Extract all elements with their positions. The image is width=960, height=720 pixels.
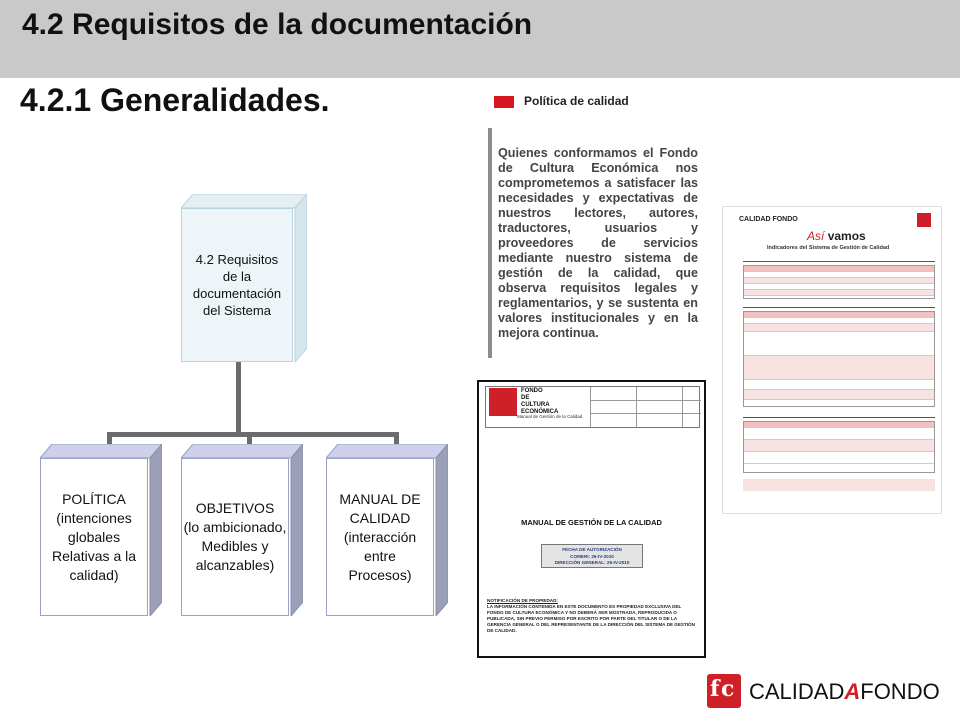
indicators-logo-text: CALIDAD FONDO — [739, 216, 798, 223]
manual-line-2: CALIDAD — [349, 509, 411, 526]
heading-asi: Así — [807, 229, 825, 243]
indicators-footer-band — [743, 479, 935, 491]
objetivos-label — [181, 458, 289, 616]
indicators-table-3 — [743, 421, 935, 473]
policy-title: Política de calidad — [524, 94, 629, 108]
manual-header-table — [485, 386, 700, 428]
manual-line-5: Procesos) — [348, 566, 412, 583]
manual-title: MANUAL DE GESTIÓN DE LA CALIDAD — [521, 518, 662, 527]
root-line-1: 4.2 Requisitos — [195, 252, 279, 267]
child-node-objetivos — [181, 444, 303, 616]
child-node-manual — [326, 444, 448, 616]
manual-document — [477, 380, 706, 658]
fce-brand-icon: f c — [707, 674, 741, 708]
notice-title: NOTIFICACIÓN DE PROPIEDAD: — [487, 598, 558, 603]
indicators-table-2 — [743, 311, 935, 407]
auth-line-1: FECHA DE AUTORIZACIÓN — [562, 547, 622, 552]
connector-root-stem — [236, 362, 241, 436]
brand-part-2: A — [844, 679, 861, 704]
policy-body: Quienes conformamos el Fondo de Cultura Económica nos comprometemos a satisfacer las necesidades y expectativas de nuestros lectores, autores, traductores, usuarios y proveedores de servicios mediante nuestro sistema de gestión de la calidad, que observa requisitos legales y reglamentarios, y se sustenta en valores institucionales y en la mejora continua. — [498, 146, 698, 340]
politica-line-4: Relativas a la — [51, 547, 137, 564]
notice-body: LA INFORMACIÓN CONTENIDA EN ESTE DOCUMENTO ES PROPIEDAD EXCLUSIVA DEL FONDO DE CULTURA ECONÓMICA Y NO DEBERÁ SER MOSTRADA, REPRODUCIDA O PUBLICADA, SIN PREVIO PERMISO POR ESCRITO POR PARTE DEL TITULAR O DE LA GERENCIA GENERAL O DEL REPRESENTANTE DE LA DIRECCIÓN DEL SISTEMA DE GESTIÓN DE CALIDAD. — [487, 604, 695, 633]
politica-line-1: POLÍTICA — [62, 490, 126, 507]
politica-line-5: calidad) — [69, 566, 119, 583]
root-line-2: de la — [222, 269, 252, 284]
manual-notice — [487, 598, 699, 634]
manual-line-1: MANUAL DE — [339, 490, 421, 507]
manual-logo-text: FONDO DE CULTURA ECONÓMICA — [521, 388, 559, 415]
fce-logo-icon — [489, 388, 517, 416]
indicators-heading — [807, 229, 866, 243]
brand-part-3: FONDO — [860, 679, 940, 704]
indicators-fce-icon — [917, 213, 931, 227]
objetivos-line-2: (lo ambicionado, — [183, 519, 287, 535]
auth-line-3: DIRECCIÓN GENERAL: 26-IV-2010 — [554, 560, 630, 565]
politica-line-3: globales — [67, 528, 121, 545]
indicators-subtitle: Indicadores del Sistema de Gestión de Calidad — [767, 245, 890, 251]
page-title: 4.2 Requisitos de la documentación — [22, 8, 533, 41]
indicators-table-1 — [743, 265, 935, 299]
manual-label — [326, 458, 434, 616]
root-line-4: del Sistema — [203, 303, 271, 318]
connector-horizontal — [107, 432, 399, 437]
politica-label — [40, 458, 148, 616]
manual-authorization-box — [541, 544, 643, 568]
auth-line-2: COMERI: 26-IV-2010 — [570, 553, 614, 559]
manual-line-3: (interacción — [343, 528, 417, 545]
objetivos-line-3: Medibles y — [201, 538, 269, 554]
indicators-section-3-rule — [743, 413, 935, 418]
manual-line-4: entre — [364, 547, 396, 564]
policy-side-bar — [488, 128, 492, 358]
manual-caption: Manual de Gestión de la Calidad — [517, 414, 583, 419]
indicators-section-1-rule — [743, 257, 935, 262]
brand-part-1: CALIDAD — [749, 679, 845, 704]
policy-red-marker — [494, 96, 514, 108]
politica-line-2: (intenciones — [56, 509, 132, 526]
section-subtitle: 4.2.1 Generalidades. — [20, 82, 330, 118]
heading-vamos: vamos — [827, 229, 866, 243]
indicators-section-2-rule — [743, 303, 935, 308]
root-node-label — [181, 208, 293, 362]
objetivos-line-4: alcanzables) — [195, 557, 275, 573]
child-node-politica — [40, 444, 162, 616]
root-node — [181, 194, 307, 364]
policy-document — [488, 88, 698, 358]
objetivos-line-1: OBJETIVOS — [195, 500, 275, 516]
indicators-document — [722, 206, 942, 514]
brand-wordmark — [749, 679, 940, 705]
root-line-3: documentación — [192, 286, 282, 301]
